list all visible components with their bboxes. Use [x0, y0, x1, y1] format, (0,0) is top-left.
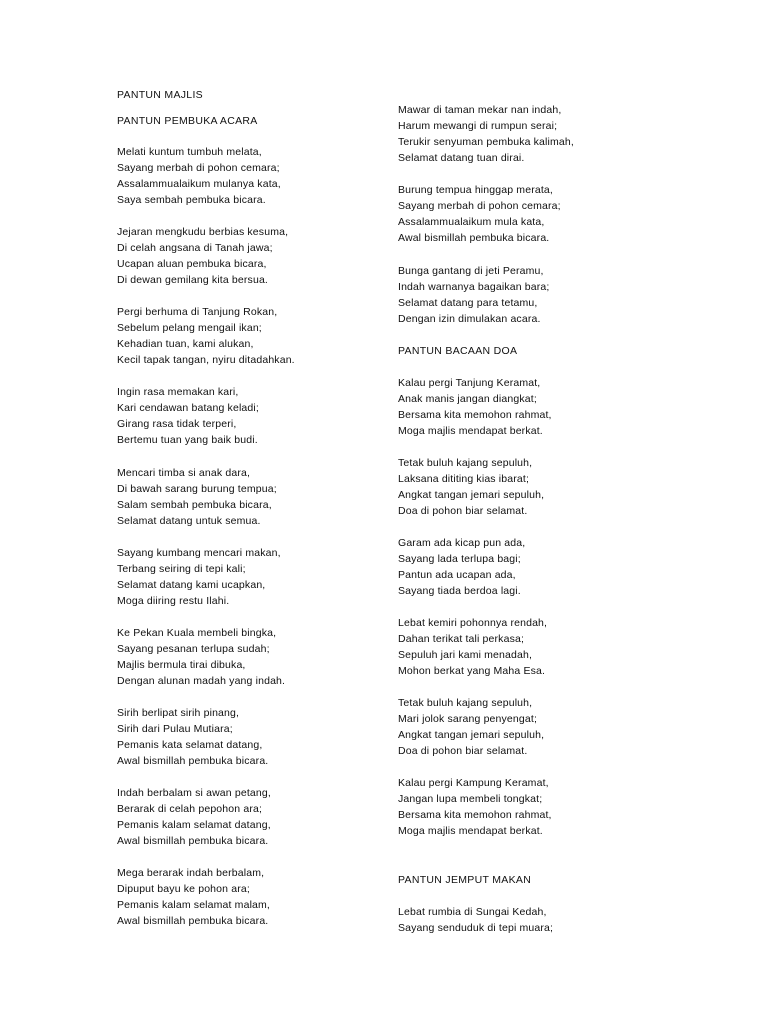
pantun-stanza-line: Mencari timba si anak dara,: [117, 467, 251, 479]
pantun-stanza-line: Burung tempua hinggap merata,: [398, 184, 553, 196]
pantun-stanza-line: Moga majlis mendapat berkat.: [398, 425, 543, 437]
pantun-stanza-line: Doa di pohon biar selamat.: [398, 505, 528, 517]
pantun-stanza-line: Awal bismillah pembuka bicara.: [117, 915, 269, 927]
pantun-stanza-line: Awal bismillah pembuka bicara.: [398, 232, 550, 244]
pantun-stanza-line: Kehadian tuan, kami alukan,: [117, 338, 254, 350]
pantun-stanza-line: Ucapan aluan pembuka bicara,: [117, 258, 267, 270]
pantun-stanza-line: Saya sembah pembuka bicara.: [117, 194, 266, 206]
pantun-stanza-line: Garam ada kicap pun ada,: [398, 537, 526, 549]
pantun-stanza-line: Ke Pekan Kuala membeli bingka,: [117, 627, 277, 639]
pantun-stanza-line: Jejaran mengkudu berbias kesuma,: [117, 226, 289, 238]
pantun-stanza-line: Sayang merbah di pohon cemara;: [117, 162, 280, 174]
pantun-stanza-line: Sayang pesanan terlupa sudah;: [117, 643, 270, 655]
pantun-stanza-line: Sayang lada terlupa bagi;: [398, 553, 521, 565]
pantun-stanza-line: Awal bismillah pembuka bicara.: [117, 755, 269, 767]
pantun-stanza-line: Pemanis kalam selamat malam,: [117, 899, 270, 911]
pantun-stanza-line: Terbang seiring di tepi kali;: [117, 563, 246, 575]
pantun-stanza-line: Salam sembah pembuka bicara,: [117, 499, 272, 511]
pantun-stanza-line: Bersama kita memohon rahmat,: [398, 809, 552, 821]
pantun-stanza-line: Sayang merbah di pohon cemara;: [398, 200, 561, 212]
pantun-stanza-line: Pemanis kata selamat datang,: [117, 739, 263, 751]
pantun-stanza-line: Kalau pergi Tanjung Keramat,: [398, 377, 541, 389]
pantun-stanza-line: Assalammualaikum mulanya kata,: [117, 178, 281, 190]
pantun-stanza-line: Indah warnanya bagaikan bara;: [398, 281, 550, 293]
pantun-stanza-line: Majlis bermula tirai dibuka,: [117, 659, 246, 671]
pantun-stanza-line: Di dewan gemilang kita bersua.: [117, 274, 268, 286]
pantun-stanza-line: Berarak di celah pepohon ara;: [117, 803, 263, 815]
pantun-stanza-line: Doa di pohon biar selamat.: [398, 745, 528, 757]
pantun-stanza-line: Sebelum pelang mengail ikan;: [117, 322, 262, 334]
pantun-stanza-line: Moga majlis mendapat berkat.: [398, 825, 543, 837]
pantun-stanza-line: Di celah angsana di Tanah jawa;: [117, 242, 273, 254]
pantun-stanza-line: Kalau pergi Kampung Keramat,: [398, 777, 549, 789]
pantun-stanza-line: Sayang kumbang mencari makan,: [117, 547, 281, 559]
pantun-stanza-line: Bertemu tuan yang baik budi.: [117, 434, 258, 446]
pantun-stanza-line: Sayang tiada berdoa lagi.: [398, 585, 521, 597]
pantun-stanza-line: Mari jolok sarang penyengat;: [398, 713, 538, 725]
pantun-stanza-line: Selamat datang tuan dirai.: [398, 152, 525, 164]
pantun-stanza-line: Di bawah sarang burung tempua;: [117, 483, 277, 495]
pantun-stanza-line: Kari cendawan batang keladi;: [117, 402, 259, 414]
pantun-stanza-line: Pemanis kalam selamat datang,: [117, 819, 271, 831]
pantun-stanza-line: Harum mewangi di rumpun serai;: [398, 120, 558, 132]
pantun-stanza-line: Anak manis jangan diangkat;: [398, 393, 537, 405]
section-heading-doa: PANTUN BACAAN DOA: [398, 345, 518, 357]
pantun-stanza-line: Bersama kita memohon rahmat,: [398, 409, 552, 421]
pantun-stanza-line: Girang rasa tidak terperi,: [117, 418, 237, 430]
pantun-stanza-line: Dengan izin dimulakan acara.: [398, 313, 541, 325]
pantun-stanza-line: Dengan alunan madah yang indah.: [117, 675, 286, 687]
pantun-stanza-line: Kecil tapak tangan, nyiru ditadahkan.: [117, 354, 295, 366]
pantun-stanza-line: Sepuluh jari kami menadah,: [398, 649, 533, 661]
pantun-stanza-line: Mohon berkat yang Maha Esa.: [398, 665, 546, 677]
pantun-stanza-line: Lebat kemiri pohonnya rendah,: [398, 617, 548, 629]
pantun-stanza-line: Melati kuntum tumbuh melata,: [117, 146, 262, 158]
pantun-stanza-line: Sirih dari Pulau Mutiara;: [117, 723, 233, 735]
pantun-stanza-line: Terukir senyuman pembuka kalimah,: [398, 136, 574, 148]
pantun-stanza-line: Ingin rasa memakan kari,: [117, 386, 239, 398]
pantun-stanza-line: Sayang senduduk di tepi muara;: [398, 922, 554, 934]
pantun-stanza-line: Mega berarak indah berbalam,: [117, 867, 265, 879]
pantun-stanza-line: Bunga gantang di jeti Peramu,: [398, 265, 544, 277]
pantun-stanza-line: Awal bismillah pembuka bicara.: [117, 835, 269, 847]
pantun-stanza-line: Selamat datang kami ucapkan,: [117, 579, 266, 591]
pantun-stanza-line: Lebat rumbia di Sungai Kedah,: [398, 906, 547, 918]
pantun-stanza-line: Selamat datang untuk semua.: [117, 515, 261, 527]
pantun-stanza-line: Tetak buluh kajang sepuluh,: [398, 457, 533, 469]
pantun-stanza-line: Assalammualaikum mula kata,: [398, 216, 545, 228]
pantun-stanza-line: Sirih berlipat sirih pinang,: [117, 707, 240, 719]
pantun-stanza-line: Indah berbalam si awan petang,: [117, 787, 271, 799]
pantun-stanza-line: Pantun ada ucapan ada,: [398, 569, 516, 581]
pantun-stanza-line: Angkat tangan jemari sepuluh,: [398, 489, 545, 501]
pantun-stanza-line: Angkat tangan jemari sepuluh,: [398, 729, 545, 741]
pantun-stanza-line: Moga diiring restu Ilahi.: [117, 595, 230, 607]
document-title: PANTUN MAJLIS: [117, 89, 203, 101]
pantun-stanza-line: Tetak buluh kajang sepuluh,: [398, 697, 533, 709]
pantun-stanza-line: Dahan terikat tali perkasa;: [398, 633, 525, 645]
pantun-stanza-line: Selamat datang para tetamu,: [398, 297, 538, 309]
pantun-stanza-line: Jangan lupa membeli tongkat;: [398, 793, 543, 805]
pantun-stanza-line: Laksana dititing kias ibarat;: [398, 473, 530, 485]
section-heading-makan: PANTUN JEMPUT MAKAN: [398, 874, 532, 886]
pantun-stanza-line: Dipuput bayu ke pohon ara;: [117, 883, 250, 895]
pantun-stanza-line: Pergi berhuma di Tanjung Rokan,: [117, 306, 278, 318]
section-heading-pembuka: PANTUN PEMBUKA ACARA: [117, 115, 258, 127]
pantun-stanza-line: Mawar di taman mekar nan indah,: [398, 104, 562, 116]
